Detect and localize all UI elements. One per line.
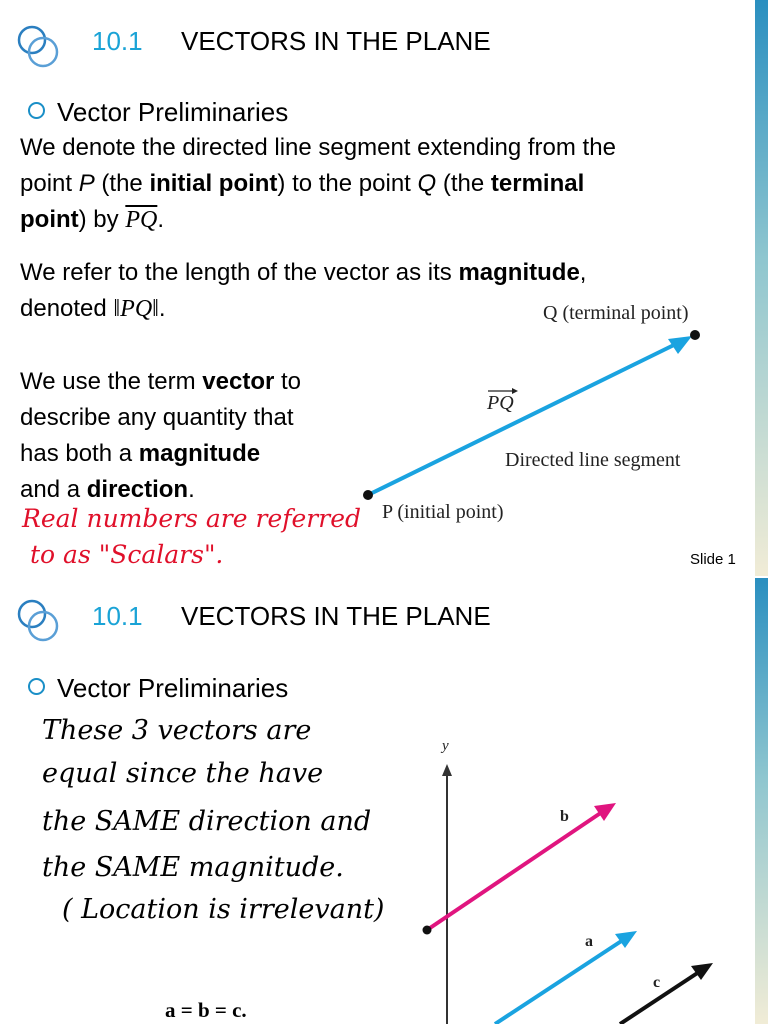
point-q [690, 330, 700, 340]
text: denoted [20, 295, 114, 322]
vector-notation: $\overline{PQ}$ [125, 207, 158, 233]
section-number: 10.1 [92, 601, 143, 631]
text: P [78, 170, 95, 197]
y-axis-label: y [442, 738, 449, 754]
slide-number: Slide 1 [690, 551, 736, 568]
vector-b [427, 810, 605, 930]
text: . [188, 476, 195, 503]
text: ) to the point [277, 170, 418, 197]
vector-c [620, 970, 702, 1024]
text: , [579, 259, 587, 286]
term-vector: vector [202, 368, 275, 395]
text: and a [20, 476, 87, 503]
term-initial-point: initial point [149, 170, 278, 197]
term-terminal: terminal [490, 170, 585, 197]
handwritten-line-1: These 3 vectors are [42, 715, 312, 746]
slide-title: VECTORS IN THE PLANE [181, 26, 491, 56]
vector-b-start [423, 926, 432, 935]
text: Q [417, 170, 437, 197]
slide2-graphics [0, 578, 768, 1024]
handwritten-note-line-1: Real numbers are referred [22, 504, 361, 533]
text: We refer to the length of the vector as its [20, 259, 459, 286]
slide-2 [0, 578, 768, 1024]
vector-b-label: b [560, 808, 569, 825]
text: (the [436, 170, 491, 197]
bullet-icon [28, 102, 45, 119]
rings-logo-icon [19, 27, 57, 66]
term-direction: direction [86, 476, 189, 503]
segment-label: Directed line segment [505, 449, 681, 471]
y-axis-arrowhead [442, 764, 452, 776]
rings-logo-icon [19, 601, 57, 640]
vector-a-label: a [585, 933, 593, 950]
handwritten-line-3: the SAME direction and [42, 806, 372, 837]
term-magnitude: magnitude [458, 259, 580, 286]
text: We use the term [20, 368, 203, 395]
bullet-icon [28, 678, 45, 695]
paragraph-3 [20, 364, 301, 508]
section-number: 10.1 [92, 26, 143, 56]
handwritten-note-line-2: to as "Scalars". [30, 540, 224, 569]
text: (the [94, 170, 150, 197]
text: has both a [20, 440, 139, 467]
text: point [20, 170, 79, 197]
subtitle [28, 97, 288, 128]
text: We denote the directed line segment extending from the [20, 134, 616, 161]
subtitle [28, 673, 288, 704]
text: ) by [78, 206, 126, 233]
vector-c-label: c [653, 974, 661, 991]
handwritten-line-4: the SAME magnitude. [42, 852, 344, 883]
term-magnitude: magnitude [138, 440, 261, 467]
term-point: point [20, 206, 79, 233]
paragraph-1 [20, 130, 616, 238]
p-label: P (initial point) [382, 501, 504, 523]
norm-notation: ‖PQ‖ [113, 296, 159, 322]
slide-title: VECTORS IN THE PLANE [181, 601, 491, 631]
text: describe any quantity that [20, 404, 294, 431]
q-label: Q (terminal point) [543, 302, 689, 324]
vector-pq-line [368, 342, 680, 495]
paragraph-2 [20, 255, 586, 327]
subtitle-text: Vector Preliminaries [57, 673, 289, 703]
equation: a = b = c. [165, 998, 247, 1022]
subtitle-text: Vector Preliminaries [57, 97, 289, 127]
handwritten-line-5: ( Location is irrelevant) [62, 894, 385, 925]
text: . [157, 206, 164, 233]
handwritten-line-2: equal since the have [42, 758, 324, 789]
vector-a [495, 938, 626, 1024]
text: to [274, 368, 302, 395]
point-p [363, 490, 373, 500]
text: . [158, 295, 166, 322]
pq-label: PQ [487, 392, 514, 414]
